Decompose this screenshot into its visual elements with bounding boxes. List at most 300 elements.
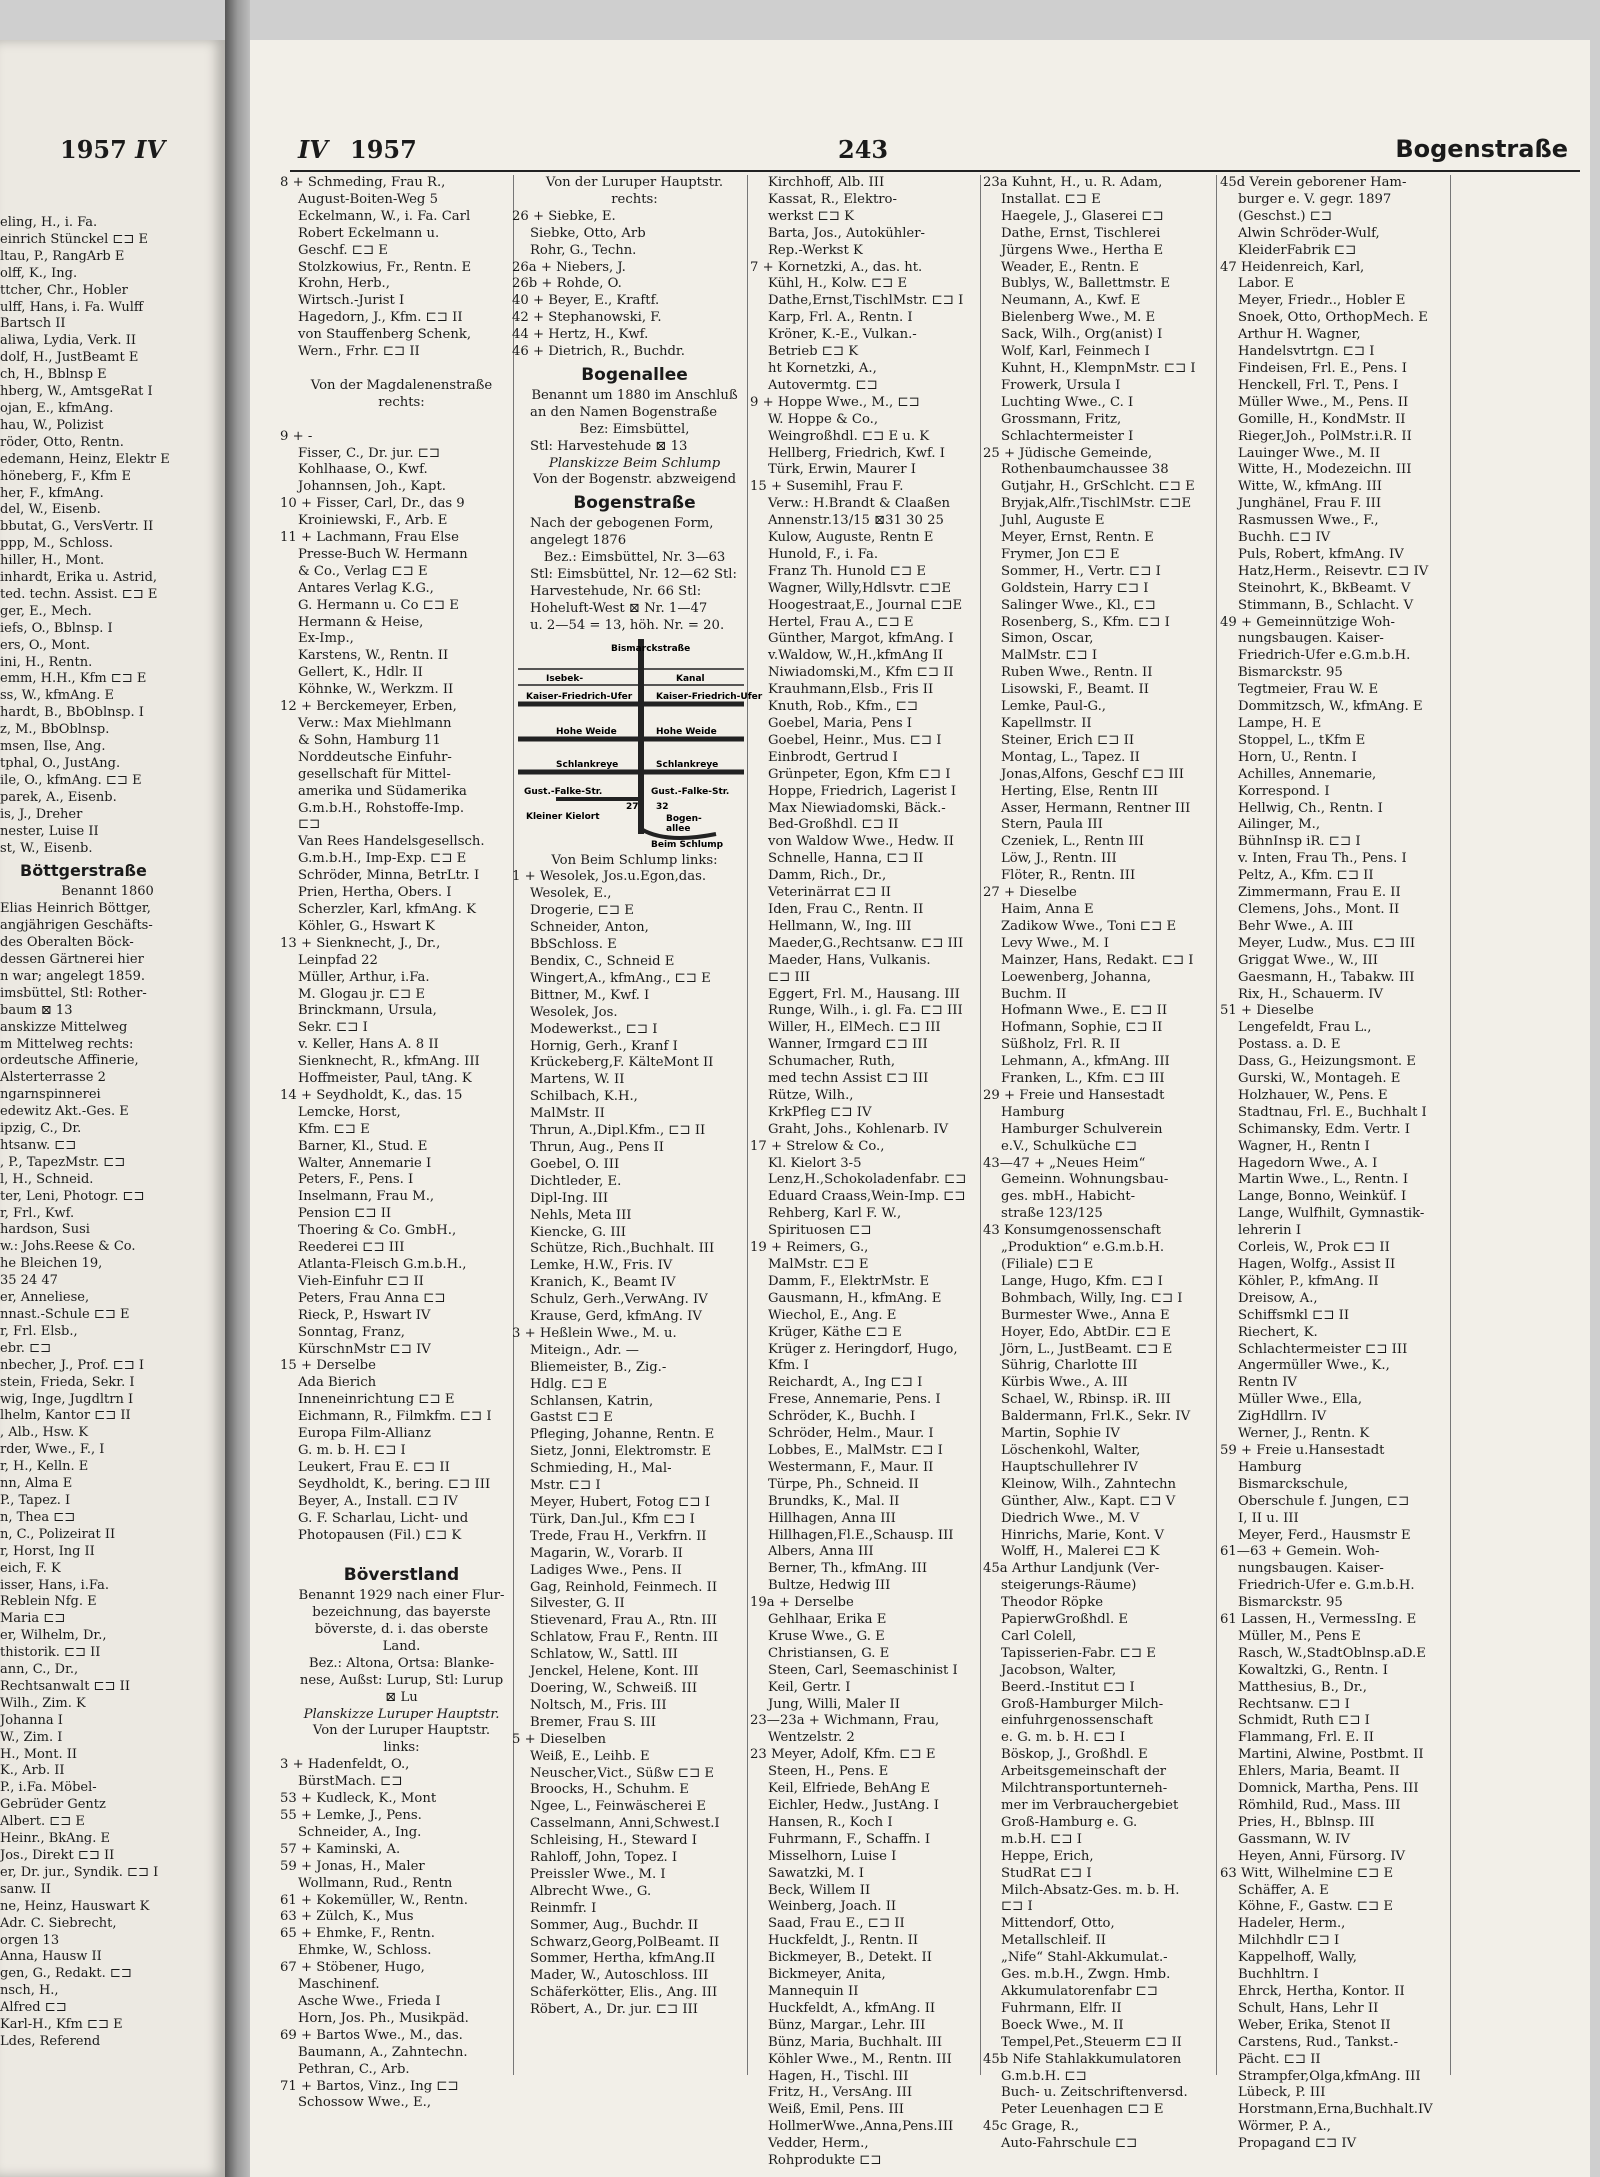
directory-entry: Antares Verlag K.G., (298, 580, 434, 596)
directory-entry: Willer, H., ElMech. ⊏⊐ III (768, 1020, 941, 1036)
directory-entry: Kirchhoff, Alb. III (768, 175, 885, 190)
col2-top-entries (512, 175, 757, 361)
directory-entry: Weber, Erika, Stenot II (1238, 2017, 1391, 2033)
directory-entry: Römhild, Rud., Mass. III (1238, 1798, 1401, 1813)
directory-entry: Wanner, Irmgard ⊏⊐ III (768, 1037, 928, 1053)
directory-entry: Horstmann,Erna,Buchhalt.IV (1238, 2102, 1433, 2118)
directory-entry: Türpe, Ph., Schneid. II (768, 1476, 919, 1492)
directory-entry: Ehmke, W., Schloss. (298, 1943, 432, 1959)
directory-entry: Buchhltrn. I (1238, 1967, 1319, 1983)
directory-entry: Dass, G., Heizungsmont. E (1238, 1054, 1416, 1070)
map-label: 32 (656, 801, 669, 812)
directory-entry: des Oberalten Böck- (0, 935, 134, 951)
directory-entry: Verw.: H.Brandt & Claaßen (768, 496, 951, 512)
directory-entry: Stl: Eimsbüttel, Nr. 12—62 Stl: (530, 566, 737, 582)
directory-entry: Damm, F., ElektrMstr. E (768, 1273, 930, 1289)
directory-entry: edewitz Akt.-Ges. E (0, 1104, 129, 1120)
directory-entry: Karp, Frl. A., Rentn. I (768, 310, 913, 326)
directory-entry: Haim, Anna E (1001, 901, 1094, 917)
directory-entry: & Sohn, Hamburg 11 (298, 732, 441, 748)
directory-entry: ann, C., Dr., (0, 1662, 79, 1678)
directory-entry: Fisser, C., Dr. jur. ⊏⊐ (298, 445, 441, 461)
directory-entry: aliwa, Lydia, Verk. II (0, 333, 136, 349)
directory-entry: Tempel,Pet.,Steuerm ⊏⊐ II (1001, 2034, 1182, 2050)
directory-entry: ltau, P., RangArb E (0, 248, 125, 264)
directory-entry: 15 + Derselbe (280, 1358, 376, 1374)
directory-entry: Eichler, Hedw., JustAng. I (768, 1798, 939, 1813)
directory-entry: KrkPfleg ⊏⊐ IV (768, 1104, 872, 1120)
directory-entry: (Filiale) ⊏⊐ E (1001, 1257, 1094, 1272)
directory-entry: Sührig, Charlotte III (1001, 1358, 1138, 1374)
directory-entry: Hadeler, Herm., (1238, 1916, 1346, 1932)
directory-entry: Maeder,G.,Rechtsanw. ⊏⊐ III (768, 935, 964, 951)
directory-entry: Goldstein, Harry ⊏⊐ I (1001, 580, 1149, 596)
directory-entry: Hunold, F., i. Fa. (768, 546, 879, 562)
directory-entry: Schröder, Helm., Maur. I (768, 1426, 934, 1442)
directory-entry: Von der Bogenstr. abzweigend (532, 472, 737, 488)
directory-entry: Rechtsanw. ⊏⊐ I (1238, 1696, 1350, 1712)
directory-entry: Alwin Schröder-Wulf, (1238, 225, 1380, 241)
directory-entry: Maria ⊏⊐ (0, 1611, 66, 1627)
directory-entry: Ada Bierich (298, 1375, 377, 1391)
map-label: Bogen- (666, 813, 702, 824)
directory-entry: Stimmann, B., Schlacht. V (1238, 597, 1414, 613)
directory-entry: Bielenberg Wwe., M. E (1001, 310, 1156, 326)
bogenallee-description (512, 388, 757, 489)
directory-entry: Schimansky, Edm. Vertr. I (1238, 1121, 1410, 1137)
directory-entry: Dathe,Ernst,TischlMstr. ⊏⊐ I (768, 293, 964, 309)
directory-entry: Domnick, Martha, Pens. III (1238, 1781, 1419, 1797)
directory-entry: angelegt 1876 (530, 533, 627, 549)
directory-entry: Tegtmeier, Frau W. E (1238, 682, 1379, 698)
directory-entry: Leinpfad 22 (298, 952, 378, 968)
directory-entry: Rechtsanwalt ⊏⊐ II (0, 1678, 130, 1694)
directory-entry: Buchm. II (1001, 986, 1067, 1002)
directory-entry: Postass. a. D. E (1238, 1037, 1341, 1053)
directory-entry: 23 Meyer, Adolf, Kfm. ⊏⊐ E (750, 1747, 936, 1763)
directory-entry: v. Keller, Hans A. 8 II (298, 1037, 439, 1053)
header-rule (290, 170, 1580, 172)
directory-entry: 51 + Dieselbe (1220, 1003, 1314, 1019)
directory-entry: Löw, J., Rentn. III (1001, 851, 1117, 867)
directory-entry: Geschf. ⊏⊐ E (298, 242, 388, 258)
directory-entry: baum ⊠ 13 (0, 1002, 73, 1018)
directory-entry: Schütze, Rich.,Buchhalt. III (530, 1241, 715, 1257)
directory-entry (280, 1544, 523, 1561)
directory-entry: Thoering & Co. GmbH., (298, 1223, 457, 1239)
directory-entry: G. F. Scharlau, Licht- und (298, 1510, 469, 1526)
directory-entry: Schlatow, W., Sattl. III (530, 1647, 678, 1663)
directory-entry: rechts: (378, 394, 425, 410)
directory-entry: Theodor Röpke (1001, 1595, 1104, 1611)
directory-entry: Böskop, J., Großhdl. E (1001, 1747, 1148, 1763)
directory-entry: StudRat ⊏⊐ I (1001, 1865, 1092, 1881)
directory-entry: Rohr, G., Techn. (530, 242, 637, 258)
directory-entry: Hatz,Herm., Reisevtr. ⊏⊐ IV (1238, 563, 1429, 579)
page-header (250, 135, 1590, 167)
directory-entry: u. 2—54 = 13, höh. Nr. = 20. (530, 617, 725, 633)
directory-entry: Behr Wwe., A. III (1238, 918, 1354, 934)
left-column (0, 215, 215, 2051)
directory-entry: P., Tapez. I (0, 1492, 71, 1508)
directory-entry: Walter, Annemarie I (298, 1155, 432, 1171)
directory-entry: MalMstr. ⊏⊐ E (768, 1257, 869, 1272)
directory-entry: Dipl-Ing. III (530, 1190, 609, 1206)
directory-entry: Bismarckstr. 95 (1238, 665, 1343, 681)
directory-entry: anskizze Mittelweg (0, 1019, 128, 1035)
directory-entry: Steinohrt, K., BkBeamt. V (1238, 580, 1411, 596)
directory-entry: Lobbes, E., MalMstr. ⊏⊐ I (768, 1442, 943, 1458)
directory-entry: Rieck, P., Hswart IV (298, 1307, 431, 1323)
directory-entry: Eduard Craass,Wein-Imp. ⊏⊐ (768, 1189, 966, 1205)
directory-entry: Müller Wwe., M., Pens. II (1238, 394, 1409, 410)
directory-entry: Knuth, Rob., Kfm., ⊏⊐ (768, 699, 919, 715)
directory-entry: Veterinärrat ⊏⊐ II (768, 885, 891, 901)
directory-entry: G. Hermann u. Co ⊏⊐ E (298, 597, 459, 613)
directory-entry: Kleinow, Wilh., Zahntechn (1001, 1476, 1176, 1492)
directory-entry: Lauinger Wwe., M. II (1238, 445, 1381, 461)
directory-entry: Lange, Hugo, Kfm. ⊏⊐ I (1001, 1273, 1163, 1289)
directory-entry: inhardt, Erika u. Astrid, (0, 570, 158, 586)
directory-entry: Rieger,Joh., PolMstr.i.R. II (1238, 428, 1412, 444)
directory-entry: 14 + Seydholdt, K., das. 15 (280, 1087, 463, 1103)
directory-entry: Baumann, A., Zahntechn. (298, 2044, 468, 2060)
directory-entry: 3 + Hadenfeldt, O., (280, 1757, 410, 1773)
directory-entry: Kuhnt, H., KlempnMstr. ⊏⊐ I (1001, 360, 1196, 376)
directory-entry: Schlachtermeister I (1001, 428, 1134, 444)
directory-entry: Frowerk, Ursula I (1001, 377, 1121, 393)
directory-entry: Lemke, H.W., Fris. IV (530, 1258, 673, 1274)
directory-entry: Krückeberg,F. KälteMont II (530, 1055, 714, 1071)
left-entries-bottom (0, 884, 215, 2051)
directory-entry: 59 + Jonas, H., Maler (280, 1858, 425, 1874)
directory-entry: Luchting Wwe., C. I (1001, 394, 1134, 410)
directory-entry: Inselmann, Frau M., (298, 1189, 435, 1205)
directory-entry: H., Mont. II (0, 1746, 78, 1762)
directory-entry: Schnelle, Hanna, ⊏⊐ II (768, 851, 924, 867)
directory-entry: Benannt um 1880 im Anschluß (531, 387, 738, 403)
directory-entry: ht Kornetzki, A., (768, 360, 877, 376)
directory-entry: Von der Luruper Hauptstr. (545, 175, 724, 190)
directory-entry: W., Zim. I (0, 1729, 63, 1745)
directory-entry: Weiß, Emil, Pens. III (768, 2102, 905, 2118)
directory-entry: Wollmann, Rud., Rentn (298, 1875, 453, 1891)
directory-entry: Haegele, J., Glaserei ⊏⊐ (1001, 208, 1164, 224)
directory-entry: Hellwig, Ch., Rentn. I (1238, 800, 1383, 816)
directory-entry: nese, Außst: Lurup, Stl: Lurup (299, 1672, 504, 1688)
directory-entry: Groß-Hamburger Milch- (1001, 1696, 1164, 1712)
directory-entry: steigerungs-Räume) (1001, 1578, 1137, 1594)
directory-entry: Bickmeyer, Anita, (768, 1967, 886, 1983)
map-label: Kanal (676, 673, 705, 684)
column-1 (280, 175, 523, 2112)
directory-entry: Schlachtermeister ⊏⊐ III (1238, 1341, 1408, 1357)
directory-entry: he Bleichen 19, (0, 1256, 103, 1272)
directory-entry: Steen, Carl, Seemaschinist I (768, 1662, 958, 1678)
directory-entry: 44 + Hertz, H., Kwf. (512, 327, 649, 343)
directory-entry: ngarnspinnerei (0, 1087, 101, 1103)
directory-entry: Pächt. ⊏⊐ II (1238, 2051, 1321, 2067)
directory-entry: August-Boiten-Weg 5 (298, 191, 438, 207)
directory-entry: Levy Wwe., M. I (1001, 935, 1109, 951)
directory-entry: 57 + Kaminski, A. (280, 1841, 401, 1857)
directory-entry: Löschenkohl, Walter, (1001, 1442, 1141, 1458)
directory-entry: Hoogestraat,E., Journal ⊏⊐E (768, 597, 963, 613)
directory-entry: Fuhrmann, Elfr. II (1001, 2000, 1122, 2016)
directory-entry: Modewerkst., ⊏⊐ I (530, 1021, 658, 1037)
directory-entry: r, H., Kelln. E (0, 1459, 89, 1475)
directory-entry: Inneneinrichtung ⊏⊐ E (298, 1392, 455, 1408)
directory-entry: Doering, W., Schweiß. III (530, 1680, 698, 1696)
directory-entry: Rentn IV (1238, 1375, 1297, 1391)
directory-entry: Salinger Wwe., Kl., ⊏⊐ (1001, 597, 1156, 613)
directory-entry: Eichmann, R., Filmkfm. ⊏⊐ I (298, 1409, 492, 1425)
directory-entry: ipzig, C., Dr. (0, 1121, 82, 1137)
directory-entry: 10 + Fisser, Carl, Dr., das 9 (280, 496, 465, 512)
directory-entry: Rasmussen Wwe., F., (1238, 513, 1379, 529)
directory-entry: Hamburger Schulverein (1001, 1121, 1163, 1137)
directory-entry: v. Inten, Frau Th., Pens. I (1238, 851, 1407, 867)
directory-entry: ojan, E., kfmAng. (0, 400, 114, 416)
directory-entry: Bliemeister, B., Zig.- (530, 1359, 667, 1375)
directory-entry: Saad, Frau E., ⊏⊐ II (768, 1916, 905, 1932)
right-page (250, 40, 1590, 2177)
col2-bottom-entries (512, 853, 757, 2020)
directory-entry: Bittner, M., Kwf. I (530, 987, 650, 1003)
directory-entry: Atlanta-Fleisch G.m.b.H., (298, 1257, 467, 1272)
directory-entry: Silvester, G. II (530, 1596, 625, 1612)
directory-entry: ter, Leni, Photogr. ⊏⊐ (0, 1188, 145, 1204)
directory-entry: Schröder, K., Buchh. I (768, 1409, 916, 1425)
directory-entry: Ex-Imp., (298, 631, 354, 647)
directory-entry: Berner, Th., kfmAng. III (768, 1561, 928, 1577)
map-label: 27 (626, 801, 639, 812)
directory-entry: Spirituosen ⊏⊐ (768, 1223, 872, 1239)
map-label: Kaiser-Friedrich-Ufer (656, 691, 763, 702)
directory-entry: Kröner, K.-E., Vulkan.- (768, 327, 917, 343)
directory-entry: Auto-Fahrschule ⊏⊐ (1001, 2136, 1138, 2152)
column-3 (750, 175, 980, 2170)
directory-entry: Schneider, A., Ing. (298, 1824, 422, 1840)
directory-entry: Herting, Else, Rentn III (1001, 783, 1159, 799)
directory-entry: Holzhauer, W., Pens. E (1238, 1087, 1388, 1103)
directory-entry: Schmieding, H., Mal- (530, 1461, 672, 1477)
directory-entry: Stadtnau, Frl. E., Buchhalt I (1238, 1104, 1427, 1120)
directory-entry: 63 + Zülch, K., Mus (280, 1909, 414, 1925)
directory-entry: Bublys, W., Ballettmstr. E (1001, 276, 1171, 292)
directory-entry: Wagner, H., Rentn I (1238, 1138, 1370, 1154)
directory-entry: einrich Stünckel ⊏⊐ E (0, 231, 149, 247)
directory-entry: Graht, Johs., Kohlenarb. IV (768, 1121, 949, 1137)
directory-entry: 63 Witt, Wilhelmine ⊏⊐ E (1220, 1865, 1394, 1881)
directory-entry: angjährigen Geschäfts- (0, 918, 153, 934)
directory-entry: Kranich, K., Beamt IV (530, 1275, 676, 1291)
directory-entry: 19 + Reimers, G., (750, 1240, 869, 1256)
directory-entry: Huckfeldt, J., Rentn. II (768, 1933, 919, 1949)
directory-entry: Hauptschullehrer IV (1001, 1459, 1138, 1475)
directory-entry: Rep.-Werkst K (768, 242, 863, 258)
directory-entry: Asche Wwe., Frieda I (298, 1993, 441, 2009)
left-page-header (60, 135, 165, 164)
directory-entry: Thrun, Aug., Pens II (530, 1139, 664, 1155)
directory-entry: Jörn, L., JustBeamt. ⊏⊐ E (1001, 1341, 1173, 1357)
directory-entry: m.b.H. ⊏⊐ I (1001, 1831, 1082, 1847)
directory-entry: nbecher, J., Prof. ⊏⊐ I (0, 1357, 145, 1373)
directory-entry: Peters, Frau Anna ⊏⊐ (298, 1290, 446, 1306)
directory-entry: emm, H.H., Kfm ⊏⊐ E (0, 671, 147, 687)
directory-entry: ⊏⊐ I (1001, 1899, 1033, 1915)
directory-entry: Rosenberg, S., Kfm. ⊏⊐ I (1001, 614, 1170, 630)
directory-entry: n, Thea ⊏⊐ (0, 1509, 76, 1525)
column-5 (1220, 175, 1450, 2153)
directory-entry: 61 Lassen, H., VermessIng. E (1220, 1612, 1417, 1628)
left-volume: IV (135, 135, 166, 164)
directory-entry: Kühl, H., Kolw. ⊏⊐ E (768, 276, 908, 292)
directory-entry: Dommitzsch, W., kfmAng. E (1238, 699, 1423, 715)
directory-entry: Schiffsmkl ⊏⊐ II (1238, 1307, 1350, 1323)
directory-entry: Bultze, Hedwig III (768, 1578, 891, 1594)
directory-entry: Oberschule f. Jungen, ⊏⊐ (1238, 1493, 1410, 1509)
map-label: Gust.-Falke-Str. (524, 786, 603, 797)
directory-entry: Johanna I (0, 1712, 63, 1728)
directory-entry: Schilbach, K.H., (530, 1089, 638, 1105)
directory-entry: Westermann, F., Maur. II (768, 1459, 934, 1475)
directory-entry: Alfred ⊏⊐ (0, 2000, 67, 2016)
directory-entry: msen, Ilse, Ang. (0, 739, 106, 755)
directory-entry: Bryjak,Alfr.,TischlMstr. ⊏⊐E (1001, 496, 1192, 512)
directory-entry: 47 Heidenreich, Karl, (1220, 259, 1365, 275)
directory-entry: Schneider, Anton, (530, 920, 649, 936)
directory-entry: Casselmann, Anni,Schwest.I (530, 1816, 720, 1832)
directory-entry: Witte, W., kfmAng. III (1238, 479, 1382, 495)
directory-entry: Bartsch II (0, 316, 66, 332)
directory-entry: Beyer, A., Install. ⊏⊐ IV (298, 1493, 458, 1509)
directory-entry: Trede, Frau H., Verkfrn. II (530, 1528, 707, 1544)
directory-entry: er, Wilhelm, Dr., (0, 1628, 107, 1644)
directory-entry: med techn Assist ⊏⊐ III (768, 1071, 929, 1087)
directory-entry: Sietz, Jonni, Elektromstr. E (530, 1444, 712, 1460)
directory-entry: Türk, Dan.Jul., Kfm ⊏⊐ I (530, 1511, 695, 1527)
directory-entry: böverste, d. i. das oberste (314, 1622, 489, 1638)
directory-entry: Mstr. ⊏⊐ I (530, 1478, 601, 1494)
directory-entry: 45d Verein geborener Ham- (1220, 175, 1407, 190)
directory-entry: Horn, Jos. Ph., Musikpäd. (298, 2010, 469, 2026)
directory-entry: Albrecht Wwe., G. (530, 1883, 652, 1899)
directory-entry: Sonntag, Franz, (298, 1324, 405, 1340)
directory-entry: 23a Kuhnt, H., u. R. Adam, (983, 175, 1163, 190)
directory-entry: Fritz, H., VersAng. III (768, 2085, 913, 2101)
directory-entry: BbSchloss. E (530, 937, 617, 953)
directory-entry: Labor. E (1238, 276, 1294, 292)
directory-entry: Handelsvtrtgn. ⊏⊐ I (1238, 344, 1375, 360)
directory-entry: Stievenard, Frau A., Rtn. III (530, 1613, 717, 1629)
directory-entry: 43—47 + „Neues Heim“ (983, 1155, 1146, 1171)
directory-entry: ⊏⊐ III (768, 969, 811, 985)
directory-entry: Wesolek, Jos. (530, 1004, 618, 1020)
directory-entry: Pethran, C., Arb. (298, 2061, 410, 2077)
directory-entry: dessen Gärtnerei hier (0, 951, 144, 967)
directory-entry: Krauhmann,Elsb., Fris II (768, 682, 934, 698)
map-label: allee (666, 823, 691, 834)
directory-entry: Anna, Hausw II (0, 1949, 102, 1965)
directory-entry: Röbert, A., Dr. jur. ⊏⊐ III (530, 2002, 698, 2018)
directory-entry: htsanw. ⊏⊐ (0, 1137, 77, 1153)
directory-entry: Lengefeldt, Frau L., (1238, 1020, 1372, 1036)
directory-entry: Kulow, Auguste, Rentn E (768, 530, 934, 546)
directory-entry: Goebel, Maria, Pens I (768, 716, 913, 731)
directory-entry: Krohn, Herb., (298, 276, 390, 292)
directory-entry: hberg, W., AmtsgeRat I (0, 384, 153, 400)
directory-entry: Gellert, K., Hdlr. II (298, 665, 423, 681)
directory-entry: Gomille, H., KondMstr. II (1238, 411, 1406, 427)
directory-entry: Carl Colell, (1001, 1628, 1077, 1644)
directory-entry: Witte, H., Modezeichn. III (1238, 462, 1412, 478)
directory-entry: hardson, Susi (0, 1222, 90, 1238)
directory-entry: Bünz, Maria, Buchhalt. III (768, 2034, 943, 2050)
directory-entry: Steen, H., Pens. E (768, 1764, 889, 1780)
directory-entry: Martens, W. II (530, 1072, 625, 1088)
directory-entry: 59 + Freie u.Hansestadt (1220, 1442, 1385, 1458)
directory-entry: Schlansen, Katrin, (530, 1393, 654, 1409)
directory-entry: Lisowski, F., Beamt. II (1001, 682, 1149, 698)
directory-entry: Wolf, Karl, Feinmech I (1001, 344, 1150, 360)
directory-entry: Jürgens Wwe., Hertha E (1001, 242, 1164, 258)
directory-entry: ebr. ⊏⊐ (0, 1340, 52, 1356)
directory-entry: hiller, H., Mont. (0, 553, 105, 569)
directory-entry: Annenstr.13/15 ⊠31 30 25 (768, 513, 944, 529)
directory-entry: Czeniek, L., Rentn III (1001, 834, 1144, 850)
directory-entry: M. Glogau jr. ⊏⊐ E (298, 986, 426, 1002)
directory-entry: rechts: (611, 191, 658, 207)
directory-entry: Lehmann, A., kfmAng. III (1001, 1054, 1170, 1070)
directory-entry: Schäffer, A. E (1238, 1882, 1329, 1898)
directory-entry: Franken, L., Kfm. ⊏⊐ III (1001, 1071, 1165, 1087)
directory-entry: Peter Leuenhagen ⊏⊐ E (1001, 2102, 1164, 2118)
directory-entry: lhelm, Kantor ⊏⊐ II (0, 1408, 131, 1424)
directory-entry: her, F., kfmAng. (0, 485, 104, 501)
directory-entry: Müller, M., Pens E (1238, 1628, 1361, 1644)
directory-entry: Müller, Arthur, i.Fa. (298, 969, 430, 985)
directory-entry: Rothenbaumchaussee 38 (1001, 462, 1169, 478)
directory-entry: Wern., Frhr. ⊏⊐ II (298, 344, 420, 360)
directory-entry: Hofmann, Sophie, ⊏⊐ II (1001, 1020, 1163, 1036)
directory-entry: Meyer, Ernst, Rentn. E (1001, 530, 1154, 546)
directory-entry: l, H., Schneid. (0, 1171, 94, 1187)
book-spine (225, 0, 250, 2177)
directory-entry: Wentzelstr. 2 (768, 1730, 855, 1746)
directory-entry: Kohlhaase, O., Kwf. (298, 462, 428, 478)
directory-entry: Günther, Margot, kfmAng. I (768, 631, 954, 647)
directory-entry: Grünpeter, Egon, Kfm ⊏⊐ I (768, 766, 951, 782)
directory-entry: Misselhorn, Luise I (768, 1848, 897, 1864)
directory-entry: thistorik. ⊏⊐ II (0, 1645, 101, 1661)
left-entries-top (0, 215, 215, 857)
directory-entry: Baldermann, Frl.K., Sekr. IV (1001, 1409, 1191, 1425)
directory-entry: Franz Th. Hunold ⊏⊐ E (768, 563, 927, 579)
directory-entry: Gemeinn. Wohnungsbau- (1001, 1172, 1169, 1188)
directory-entry: HollmerWwe.,Anna,Pens.III (768, 2119, 954, 2135)
directory-entry: 61—63 + Gemein. Woh- (1220, 1544, 1380, 1560)
directory-entry: 11 + Lachmann, Frau Else (280, 530, 459, 546)
directory-entry: 43 Konsumgenossenschaft (983, 1223, 1161, 1239)
directory-entry: Ehlers, Maria, Beamt. II (1238, 1764, 1400, 1780)
directory-entry: 35 24 47 (0, 1273, 58, 1289)
directory-entry: Goebel, Heinr., Mus. ⊏⊐ I (768, 732, 942, 748)
directory-entry: eich, F. K (0, 1560, 61, 1576)
directory-entry: Kfm. ⊏⊐ E (298, 1121, 370, 1137)
directory-entry: Gag, Reinhold, Feinmech. II (530, 1579, 718, 1595)
directory-entry: Barner, Kl., Stud. E (298, 1138, 428, 1154)
